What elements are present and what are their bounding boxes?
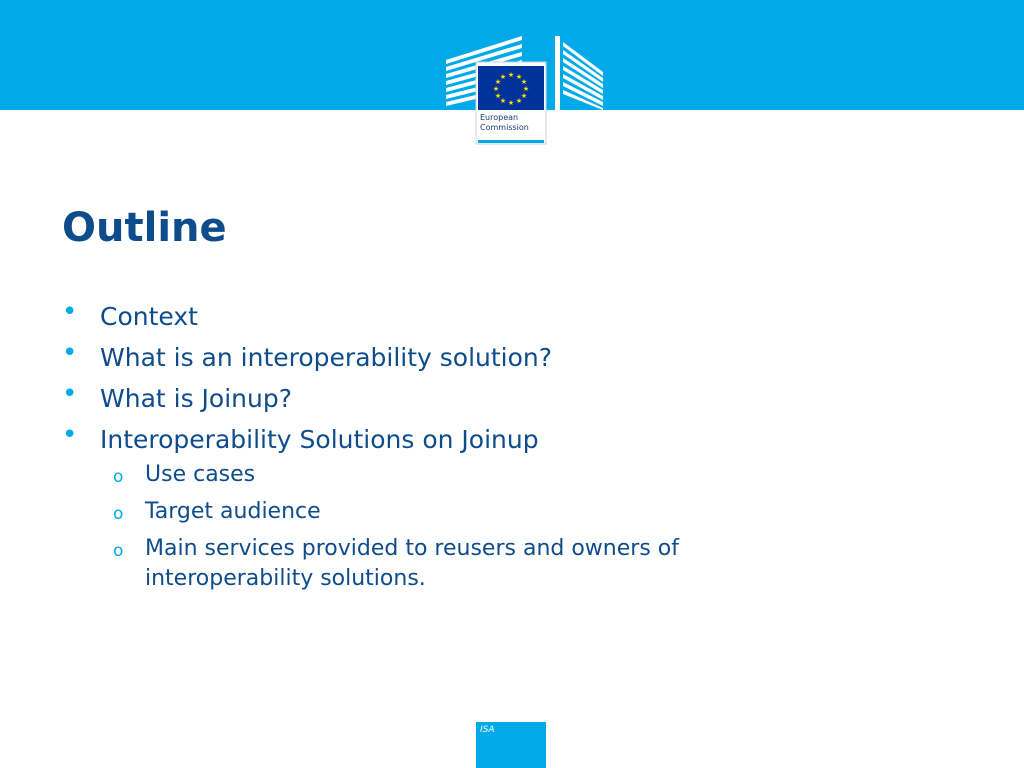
outline-item-solutions-on-joinup: [62, 420, 962, 594]
outline-item-context: [62, 297, 962, 332]
bullet-icon: •: [62, 338, 78, 368]
svg-text:★: ★: [522, 85, 530, 93]
outline-list: [62, 297, 962, 605]
outline-subitem-label: Main services provided to reusers and owners of interoperability solutions.: [145, 536, 679, 591]
svg-text:★: ★: [507, 99, 515, 107]
svg-text:★: ★: [494, 92, 502, 100]
slide-title: Outline: [62, 205, 227, 251]
svg-text:★: ★: [520, 78, 528, 86]
sub-bullet-icon: o: [113, 504, 124, 524]
sub-bullet-icon: o: [113, 541, 124, 561]
outline-item-label: Context: [100, 302, 198, 331]
outline-sublist: [100, 460, 962, 594]
outline-item-what-is-joinup: [62, 379, 962, 414]
bullet-icon: •: [62, 379, 78, 409]
svg-text:★: ★: [499, 97, 507, 105]
svg-text:★: ★: [494, 78, 502, 86]
outline-item-label: Interoperability Solutions on Joinup: [100, 425, 539, 454]
svg-text:★: ★: [520, 92, 528, 100]
building-right-wing: [555, 36, 603, 110]
svg-text:★: ★: [499, 73, 507, 81]
outline-subitem-label: Use cases: [145, 462, 256, 487]
outline-item-interoperability-solution: [62, 338, 962, 373]
outline-subitem-use-cases: [100, 460, 785, 490]
svg-text:★: ★: [507, 71, 515, 79]
svg-text:★: ★: [492, 85, 500, 93]
sub-bullet-icon: o: [113, 467, 124, 487]
svg-text:★: ★: [515, 73, 523, 81]
logo-text-line1: European: [480, 113, 519, 122]
outline-item-label: What is an interoperability solution?: [100, 343, 553, 372]
isa-footer-badge: [476, 722, 546, 768]
outline-item-label: What is Joinup?: [100, 384, 292, 413]
bullet-icon: •: [62, 297, 78, 327]
outline-subitem-main-services: [100, 534, 785, 594]
bullet-icon: •: [62, 420, 78, 450]
outline-subitem-label: Target audience: [145, 499, 321, 524]
logo-text-line2: Commission: [480, 123, 529, 132]
logo-text: [480, 113, 546, 133]
isa-footer-label: ISA: [480, 725, 495, 735]
logo-underline: [478, 140, 544, 143]
svg-text:★: ★: [515, 97, 523, 105]
outline-subitem-target-audience: [100, 497, 785, 527]
